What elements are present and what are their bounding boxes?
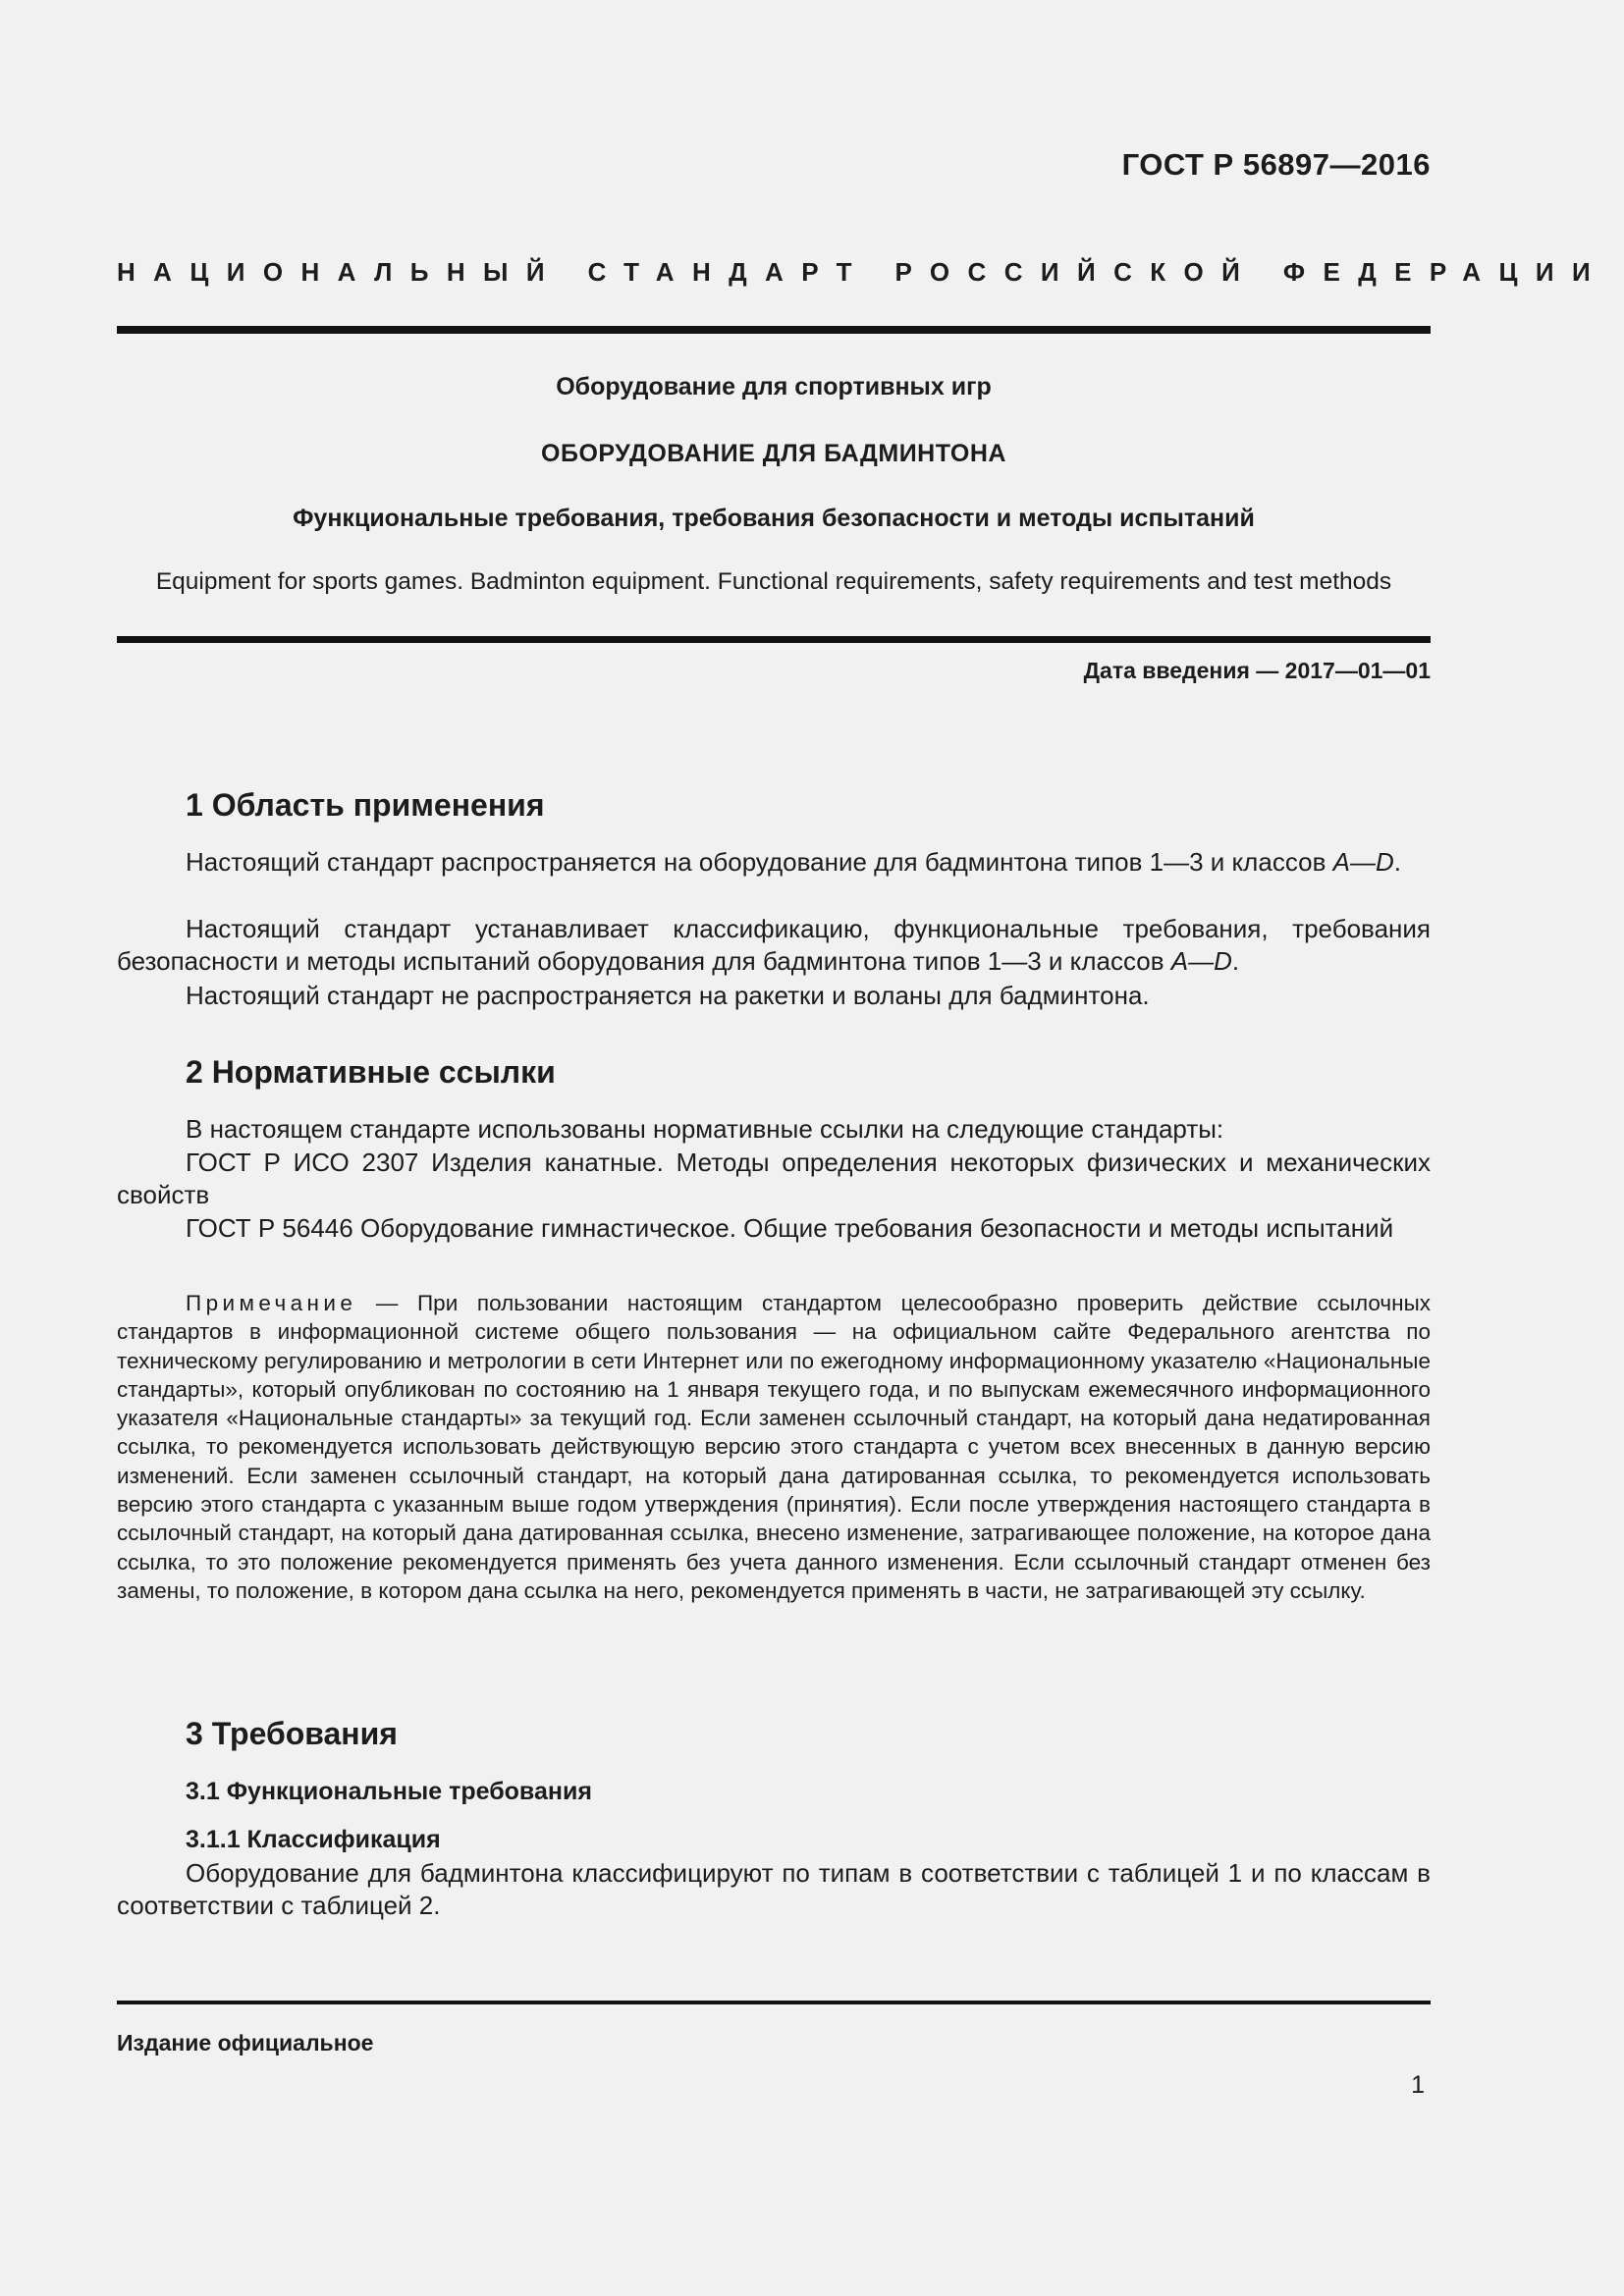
section-2-reference-2: ГОСТ Р 56446 Оборудование гимнастическое. Общие требования безопасности и методы испытаний [186, 1213, 1394, 1243]
title-line-1: Оборудование для спортивных игр [556, 373, 992, 400]
section-1-heading: 1 Область применения [186, 787, 545, 823]
note-label: Примечание [186, 1291, 357, 1315]
section-2-reference-1: ГОСТ Р ИСО 2307 Изделия канатные. Методы определения некоторых физических и механических свойств [117, 1148, 1431, 1209]
section-2-heading: 2 Нормативные ссылки [186, 1054, 556, 1090]
note-text: — При пользовании настоящим стандартом целесообразно проверить действие ссылочных стандартов в информационной системе общего пользования — на официальном сайте Федерального агентства по техническому регулированию и метрологии в сети Интернет или по ежегодному информационному указателю «Национальные стандарты», который опубликован по состоянию на 1 января текущего года, и по выпускам ежемесячного информационного указателя «Национальные стандарты» за текущий год. Если заменен ссылочный стандарт, на который дана недатированная ссылка, то рекомендуется использовать действующую версию этого стандарта с учетом всех внесенных в данную версию изменений. Если заменен ссылочный стандарт, на который дана датированная ссылка, то рекомендуется использовать версию этого стандарта с указанным выше годом утверждения (принятия). Если после утверждения настоящего стандарта в ссылочный стандарт, на который дана датированная ссылка, внесено изменение, затрагивающее положение, на которое дана ссылка, то это положение рекомендуется применять без учета данного изменения. Если ссылочный стандарт отменен без замены, то положение, в котором дана ссылка на него, рекомендуется применять в части, не затрагивающей эту ссылку. [117, 1291, 1431, 1603]
section-1-paragraph-3: Настоящий стандарт не распространяется на ракетки и воланы для бадминтона. [186, 981, 1150, 1010]
title-line-3: Функциональные требования, требования безопасности и методы испытаний [293, 505, 1255, 532]
page-number: 1 [1411, 2071, 1425, 2099]
subsection-3-1-1-heading: 3.1.1 Классификация [186, 1826, 441, 1853]
national-standard-banner: НАЦИОНАЛЬНЫЙ СТАНДАРТ РОССИЙСКОЙ ФЕДЕРАЦИИ [117, 257, 1609, 287]
document-number: ГОСТ Р 56897—2016 [1121, 147, 1431, 182]
title-english: Equipment for sports games. Badminton equipment. Functional requirements, safety requirements and test methods [155, 568, 1392, 595]
paragraph-text: . [1231, 946, 1240, 976]
paragraph-text: Настоящий стандарт устанавливает классификацию, функциональные требования, требования безопасности и методы испытаний оборудования для бадминтона типов 1—3 и классов [117, 914, 1431, 976]
title-line-2: ОБОРУДОВАНИЕ ДЛЯ БАДМИНТОНА [541, 440, 1006, 467]
paragraph-text: . [1393, 847, 1401, 877]
section-1-paragraph-1 [117, 846, 1431, 879]
class-range: A—D [1170, 946, 1232, 976]
section-1-paragraph-2 [117, 913, 1431, 978]
class-range: A—D [1332, 847, 1394, 877]
introduction-date: Дата введения — 2017—01—01 [1083, 658, 1431, 683]
footer-rule [117, 2001, 1431, 2004]
edition-label: Издание официальное [117, 2030, 374, 2056]
subsection-3-1-heading: 3.1 Функциональные требования [186, 1778, 592, 1805]
paragraph-text: Настоящий стандарт распространяется на оборудование для бадминтона типов 1—3 и классов [186, 847, 1333, 877]
section-2-note [117, 1289, 1431, 1605]
title-bottom-rule [117, 636, 1431, 643]
section-3-paragraph-1: Оборудование для бадминтона классифицируют по типам в соответствии с таблицей 1 и по классам в соответствии с таблицей 2. [117, 1858, 1431, 1920]
section-3-heading: 3 Требования [186, 1716, 398, 1751]
top-rule [117, 326, 1431, 334]
section-2-paragraph-1: В настоящем стандарте использованы нормативные ссылки на следующие стандарты: [186, 1114, 1224, 1144]
